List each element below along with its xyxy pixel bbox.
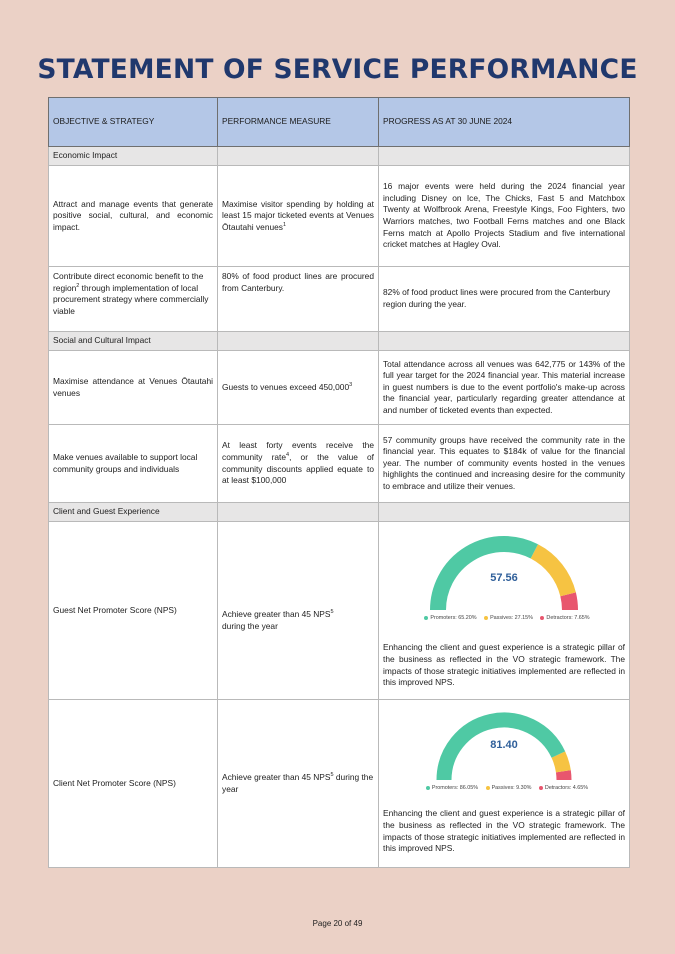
nps-commentary: Enhancing the client and guest experience is a strategic pillar of the business as reflected in the VO strategic framework. The impacts of those strategic initiatives implemented are reflected in this improved NPS.	[383, 808, 625, 854]
detractors-dot	[539, 786, 543, 790]
measure-cell: Achieve greater than 45 NPS$^5$ during the year	[218, 700, 379, 868]
nps-legend	[383, 615, 625, 622]
objective-cell: Guest Net Promoter Score (NPS)	[49, 522, 218, 700]
objective-cell: Maximise attendance at Venues Ōtautahi venues	[49, 351, 218, 425]
measure-cell: 80% of food product lines are procured from Canterbury.	[218, 267, 379, 332]
nps-commentary: Enhancing the client and guest experience is a strategic pillar of the business as reflected in the VO strategic framework. The impacts of those strategic initiatives implemented are reflected in this improved NPS.	[383, 642, 625, 688]
legend-promoters: Promoters: 86.05%	[431, 785, 479, 791]
table-row	[49, 351, 630, 425]
section-label: Economic Impact	[49, 147, 218, 166]
objective-cell: Make venues available to support local community groups and individuals	[49, 425, 218, 503]
objective-cell: Client Net Promoter Score (NPS)	[49, 700, 218, 868]
header-objective: OBJECTIVE & STRATEGY	[49, 98, 218, 147]
table-row	[49, 522, 630, 700]
progress-cell: Total attendance across all venues was 642,775 or 143% of the full year target for the 2024 financial year. This material increase in guest numbers is due to the event portfolio's make-up across the financial year, particularly regarding greater attendance at and number of ticketed events than expected.	[379, 351, 630, 425]
page-title: STATEMENT OF SERVICE PERFORMANCE	[37, 54, 638, 85]
table-row	[49, 267, 630, 332]
section-row-economic	[49, 147, 630, 166]
table-row	[49, 425, 630, 503]
measure-cell: At least forty events receive the community rate$^4$, or the value of community discounts applied equate to at least $100,000	[218, 425, 379, 503]
measure-cell: Maximise visitor spending by holding at least 15 major ticketed events at Venues Ōtautahi venues$^1$	[218, 166, 379, 267]
section-row-social	[49, 332, 630, 351]
nps-score: 57.56	[490, 572, 518, 584]
detractors-arc	[568, 594, 570, 610]
promoters-dot	[424, 616, 428, 620]
nps-legend	[383, 785, 625, 792]
legend-detractors: Detractors: 7.65%	[546, 615, 590, 621]
detractors-arc	[563, 771, 564, 780]
header-progress: PROGRESS AS AT 30 JUNE 2024	[379, 98, 630, 147]
table-header-row	[49, 98, 630, 147]
measure-cell: Guests to venues exceed 450,000$^3$	[218, 351, 379, 425]
legend-promoters: Promoters: 65.20%	[430, 615, 477, 621]
detractors-dot	[540, 616, 544, 620]
passives-dot	[486, 786, 490, 790]
progress-cell: 57 community groups have received the community rate in the financial year. This equates to $184k of value for the financial year. The number of community events hosted in the venues highlights the continued and increasing desire for the community to embrace and utilize their venues.	[379, 425, 630, 503]
objective-cell: Contribute direct economic benefit to the region$^2$ through implementation of local procurement strategy where commercially viable	[49, 267, 218, 332]
progress-cell	[379, 522, 630, 700]
guest-nps-gauge	[419, 526, 589, 612]
progress-cell: 16 major events were held during the 2024 financial year including Disney on Ice, The Chicks, Fast 5 and Matchbox Twenty at Wolfbrook Arena, Freestyle Kings, Foo Fighters, two Warriors matches, two Football Ferns matches and one Black Ferns match at Apollo Projects Stadium and five international cricket matches at Hagley Oval.	[379, 166, 630, 267]
promoters-arc	[438, 544, 534, 610]
passives-dot	[484, 616, 488, 620]
page-footer: Page 20 of 49	[312, 919, 363, 928]
measure-cell: Achieve greater than 45 NPS$^5$ during the year	[218, 522, 379, 700]
legend-passives: Passives: 27.15%	[490, 615, 533, 621]
section-row-client	[49, 503, 630, 522]
header-measure: PERFORMANCE MEASURE	[218, 98, 379, 147]
passives-arc	[558, 755, 563, 772]
promoters-dot	[426, 786, 430, 790]
legend-detractors: Detractors: 4.65%	[544, 785, 589, 791]
nps-score: 81.40	[490, 739, 518, 751]
performance-table	[48, 97, 630, 868]
objective-cell: Attract and manage events that generate positive social, cultural, and economic impact.	[49, 166, 218, 267]
legend-passives: Passives: 9.30%	[491, 785, 532, 791]
progress-cell	[379, 700, 630, 868]
section-label: Social and Cultural Impact	[49, 332, 218, 351]
client-nps-gauge	[419, 704, 589, 782]
progress-cell: 82% of food product lines were procured from the Canterbury region during the year.	[379, 267, 630, 332]
passives-arc	[534, 551, 568, 594]
table-row	[49, 166, 630, 267]
table-row	[49, 700, 630, 868]
section-label: Client and Guest Experience	[49, 503, 218, 522]
